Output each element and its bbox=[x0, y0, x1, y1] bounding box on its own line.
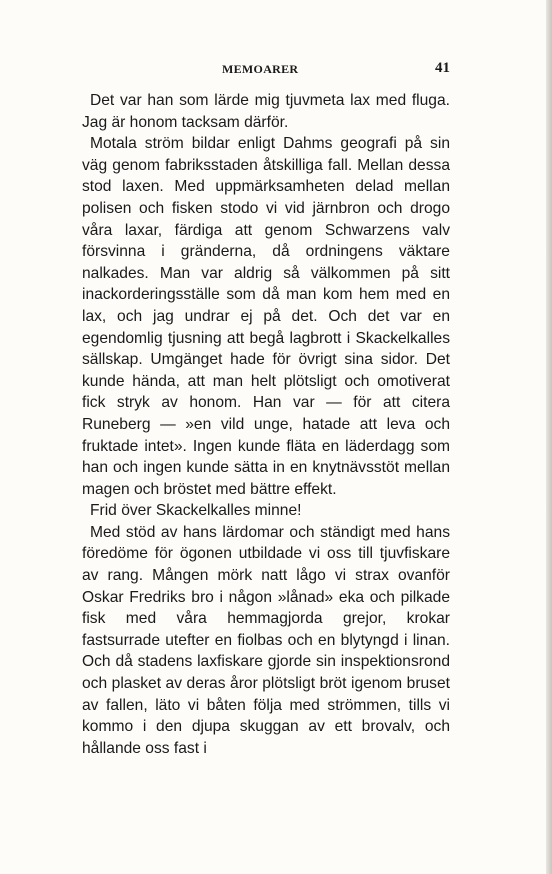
page-header bbox=[82, 62, 450, 80]
paragraph: Det var han som lärde mig tjuvmeta lax med fluga. Jag är honom tacksam därför. bbox=[82, 92, 450, 131]
page-number: 41 bbox=[435, 60, 450, 76]
page-edge-shadow bbox=[546, 0, 552, 874]
body-text bbox=[82, 90, 450, 759]
running-head: MEMOARER bbox=[222, 62, 299, 76]
paragraph: Frid över Skackelkalles minne! bbox=[90, 502, 302, 520]
paragraph: Motala ström bildar enligt Dahms geografi på sin väg genom fabriksstaden åtskilliga fall. Mellan dessa stod laxen. Med uppmärksamheten delad mellan polisen och fisken stodo vi vid järnbron och drogo våra laxar, färdiga att genom Schwarzens valv försvinna i gränderna, då ordningens väktare nalkades. Man var aldrig så välkommen på sitt inackorderingsställe som då man kom hem med en lax, och jag undrar ej på det. Och det var en egendomlig tjusning att begå lagbrott i Skackelkalles sällskap. Umgänget hade för övrigt sina sidor. Det kunde hända, att man helt plötsligt och omotiverat fick stryk av honom. Han var — för att citera Runeberg — »en vild unge, hatade att leva och fruktade intet». Ingen kunde fläta en läderdagg som han och ingen kunde sätta in en knytnävsstöt mellan magen och bröstet med bättre effekt. bbox=[82, 135, 450, 498]
paragraph: Med stöd av hans lärdomar och ständigt med hans föredöme för ögonen utbildade vi oss till tjuvfiskare av rang. Mången mörk natt lågo vi strax ovanför Oskar Fredriks bro i någon »lånad» eka och pilkade fisk med våra hemmagjorda grejor, krokar fastsurrade utefter en fiolbas och en blytyngd i linan. Och då stadens laxfiskare gjorde sin inspektionsrond och plasket av deras åror plötsligt bröt igenom bruset av fallen, läto vi båten följa med strömmen, tills vi kommo i den djupa skuggan av ett brovalv, och hållande oss fast i bbox=[82, 523, 450, 757]
